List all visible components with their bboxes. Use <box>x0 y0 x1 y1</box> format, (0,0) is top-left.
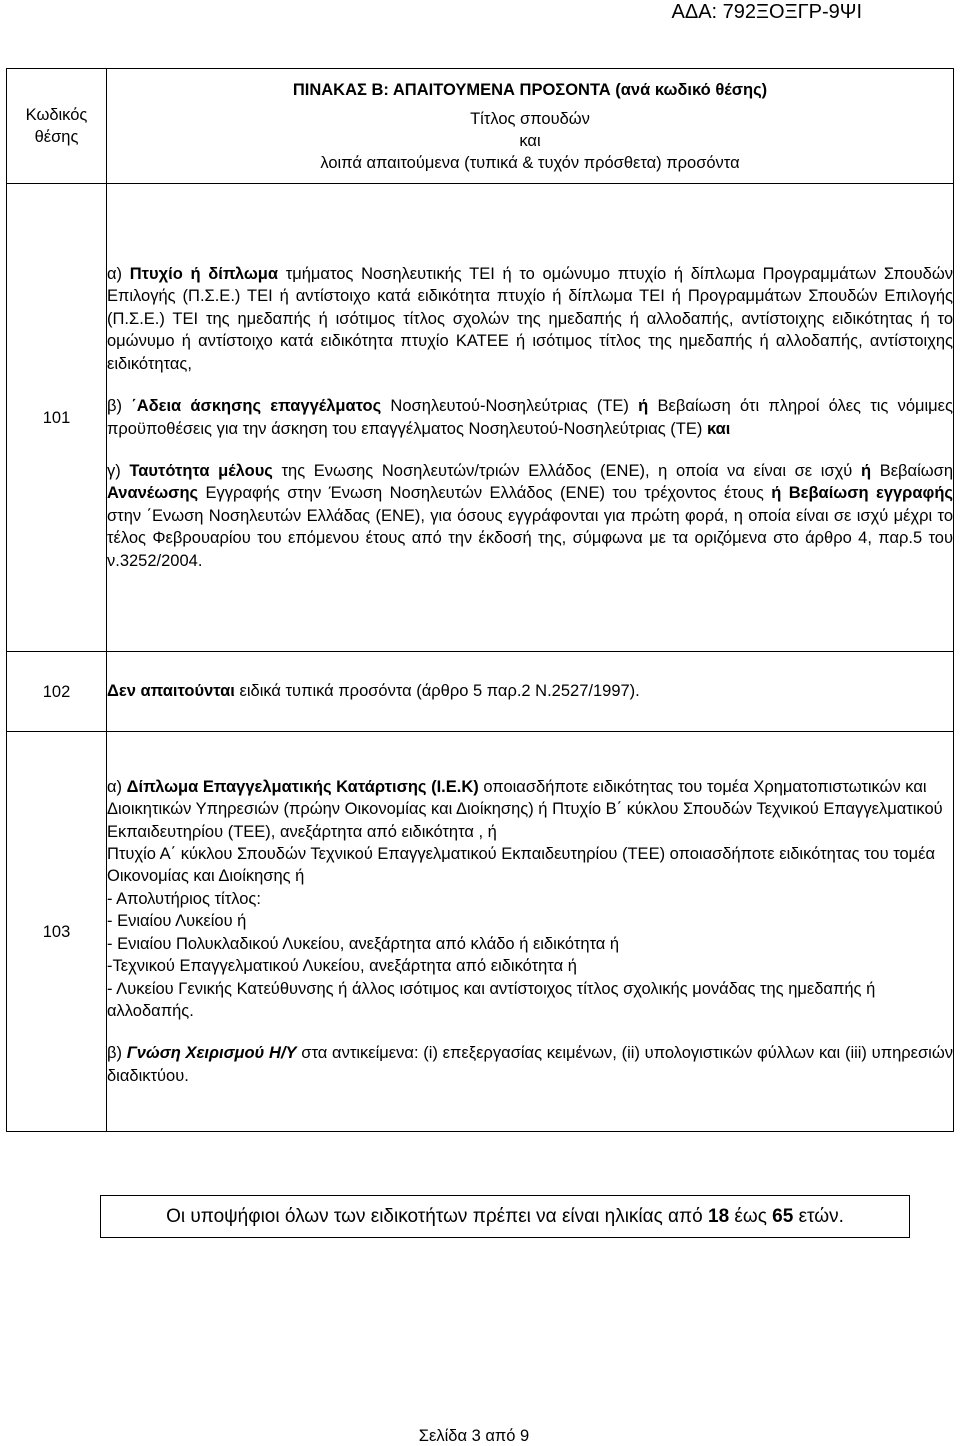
row-requirements-103 <box>107 732 954 1132</box>
requirement-101-b: β) ΄Αδεια άσκησης επαγγέλματος Νοσηλευτού-Νοσηλεύτριας (ΤΕ) ή Βεβαίωση ότι πληροί όλες τις νόμιμες προϋποθέσεις για την άσκηση του επαγγέλματος Νοσηλευτού-Νοσηλεύτριας (ΤΕ) και <box>107 397 953 438</box>
requirement-103-a-line: - Ενιαίου Πολυκλαδικού Λυκείου, ανεξάρτητα από κλάδο ή ειδικότητα ή <box>107 934 620 953</box>
row-code-102: 102 <box>7 652 107 732</box>
table-header-row <box>7 69 954 184</box>
requirement-101-c: γ) Ταυτότητα μέλους της Ενωσης Νοσηλευτών/τριών Ελλάδος (ΕΝΕ), η οποία να είναι σε ισχύ ή Βεβαίωση Ανανέωσης Εγγραφής στην Ένωση Νοσηλευτών Ελλάδος (ΕΝΕ) του τρέχοντος έτους ή Βεβαίωση εγγραφής στην ΄Ενωση Νοσηλευτών Ελλάδας (ΕΝΕ), για όσους εγγράφονται για πρώτη φορά, η οποία είναι σε ισχύ μέχρι το τέλος Φεβρουαρίου του επόμενου έτους από την έκδοσή της, σύμφωνα με τα οριζόμενα στο άρθρο 4, παρ.5 του ν.3252/2004. <box>107 461 953 570</box>
column-header-code-line1: Κωδικός <box>25 106 88 124</box>
column-header-code <box>7 69 107 184</box>
table-row-102 <box>7 652 954 732</box>
requirements-table <box>6 68 954 1132</box>
requirement-103-a-line: -Τεχνικού Επαγγελματικού Λυκείου, ανεξάρτητα από ειδικότητα ή <box>107 957 577 976</box>
column-header-title-line1: Τίτλος σπουδών <box>470 109 590 128</box>
requirement-103-a-line: Πτυχίο Α΄ κύκλου Σπουδών Τεχνικού Επαγγελματικού Εκπαιδευτηρίου (ΤΕΕ) οποιασδήποτε ειδικότητας του τομέα Οικονομίας και Διοίκησης ή <box>107 845 936 886</box>
requirement-103-a-line: - Απολυτήριος τίτλος: <box>107 889 261 908</box>
row-code-101: 101 <box>7 184 107 652</box>
ada-code: ΑΔΑ: 792ΞΟΞΓΡ-9ΨΙ <box>671 1 862 23</box>
row-requirements-102: Δεν απαιτούνται ειδικά τυπικά προσόντα (άρθρο 5 παρ.2 Ν.2527/1997). <box>107 652 954 732</box>
table-title: ΠΙΝΑΚΑΣ Β: ΑΠΑΙΤΟΥΜΕΝΑ ΠΡΟΣΟΝΤΑ (ανά κωδικό θέσης) <box>292 80 768 99</box>
page-number: Σελίδα 3 από 9 <box>418 1427 530 1445</box>
column-header-title <box>107 69 954 184</box>
requirement-101-a: α) Πτυχίο ή δίπλωμα τμήματος Νοσηλευτικής ΤΕΙ ή το ομώνυμο πτυχίο ή δίπλωμα Προγραμμάτων Σπουδών Επιλογής (Π.Σ.Ε.) ΤΕΙ ή αντίστοιχο κατά ειδικότητα πτυχίο ή δίπλωμα ΤΕΙ ή Προγραμμάτων Σπουδών Επιλογής (Π.Σ.Ε.) ΤΕΙ της ημεδαπής ή ισότιμος τίτλος σχολών της ημεδαπής ή αλλοδαπής, αντίστοιχης ειδικότητας ή το ομώνυμο ή αντίστοιχο κατά ειδικότητα πτυχίο ΚΑΤΕΕ ή ισότιμος τίτλος της ημεδαπής ή αλλοδαπής, αντίστοιχης ειδικότητας, <box>107 265 953 373</box>
column-header-title-line2: και <box>519 131 541 150</box>
row-code-103: 103 <box>7 732 107 1132</box>
requirement-103-a-line: - Λυκείου Γενικής Κατεύθυνσης ή άλλος ισότιμος και αντίστοιχος τίτλος σχολικής μονάδας της ημεδαπής ή αλλοδαπής. <box>107 979 876 1020</box>
age-requirement-note: Οι υποψήφιοι όλων των ειδικοτήτων πρέπει να είναι ηλικίας από 18 έως 65 ετών. <box>100 1195 910 1238</box>
requirement-103-a-line: - Ενιαίου Λυκείου ή <box>107 912 247 931</box>
row-requirements-101 <box>107 184 954 652</box>
column-header-title-line3: λοιπά απαιτούμενα (τυπικά & τυχόν πρόσθετα) προσόντα <box>320 153 740 172</box>
requirement-103-b: β) Γνώση Χειρισμού Η/Υ στα αντικείμενα: (i) επεξεργασίας κειμένων, (ii) υπολογιστικών φύλλων και (iii) υπηρεσιών διαδικτύου. <box>107 1044 953 1085</box>
table-row-103 <box>7 732 954 1132</box>
table-row-101 <box>7 184 954 652</box>
requirement-103-a: α) Δίπλωμα Επαγγελματικής Κατάρτισης (Ι.Ε.Κ) οποιασδήποτε ειδικότητας του τομέα Χρηματοπιστωτικών και Διοικητικών Υπηρεσιών (πρώην Οικονομίας και Διοίκησης) ή Πτυχίο Β΄ κύκλου Σπουδών Τεχνικού Επαγγελματικού Εκπαιδευτηρίου (ΤΕΕ), ανεξάρτητα από ειδικότητα , ή <box>107 777 943 841</box>
column-header-code-line2: θέσης <box>34 128 79 146</box>
